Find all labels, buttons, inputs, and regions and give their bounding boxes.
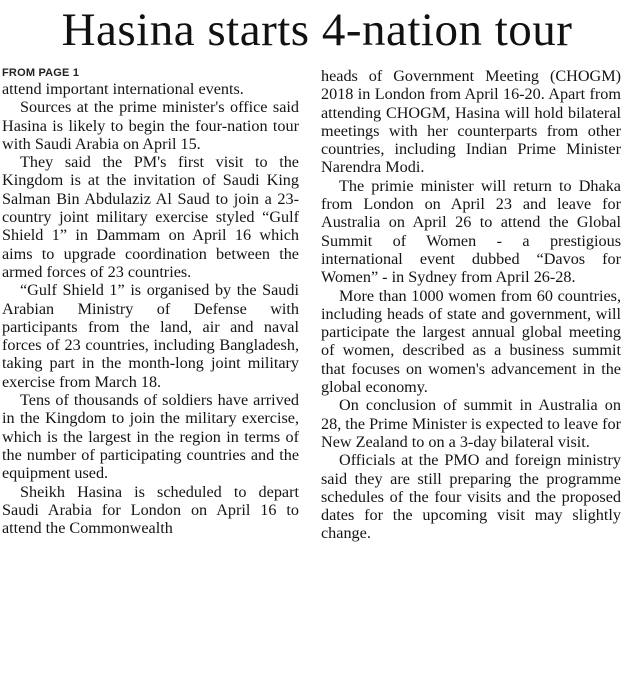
dateline: FROM PAGE 1 [2, 67, 80, 79]
paragraph: heads of Government Meeting (CHOGM) 2018 in London from April 16-20. Apart from attending CHOGM, Hasina will hold bilateral meetings with her counterparts from other countries, including Indian Prime Minister Narendra Modi. [321, 67, 621, 177]
paragraph: Sheikh Hasina is scheduled to depart Saudi Arabia for London on April 16 to attend the Commonwealth [2, 482, 299, 538]
paragraph: Tens of thousands of soldiers have arrived in the Kingdom to join the military exercise, which is the largest in the region in terms of the number of participating countries and the equipment used. [2, 391, 299, 483]
right-column [321, 67, 621, 543]
paragraph: The primie minister will return to Dhaka from London on April 23 and leave for Australia on April 26 to attend the Global Summit of Women - a prestigious international event dubbed “Davos for Women” - in Sydney from April 26-28. [321, 176, 621, 287]
paragraph: They said the PM's first visit to the Kingdom is at the invitation of Saudi King Salman Bin Abdulaziz Al Saud to join a 23-country joint military exercise styled “Gulf Shield 1” in Dammam on April 16 which aims to upgrade coordination between the armed forces of 23 countries. [2, 153, 299, 281]
paragraph: Sources at the prime minister's office said Hasina is likely to begin the four-nation tour with Saudi Arabia on April 15. [2, 98, 299, 153]
left-column [2, 67, 299, 537]
paragraph: attend important international events. [2, 80, 244, 98]
paragraph: Officials at the PMO and foreign ministry said they are still preparing the programme schedules of the four visits and the proposed dates for the upcoming visit may slightly change. [321, 451, 621, 543]
paragraph: “Gulf Shield 1” is organised by the Saudi Arabian Ministry of Defense with participants from the land, air and naval forces of 23 countries, including Bangladesh, taking part in the month-long joint military exercise from March 18. [2, 281, 299, 391]
headline: Hasina starts 4-nation tour [61, 4, 573, 56]
paragraph: More than 1000 women from 60 countries, including heads of state and government, will participate the largest annual global meeting of women, described as a business summit that focuses on women's advancement in the global economy. [321, 286, 621, 397]
paragraph: On conclusion of summit in Australia on 28, the Prime Minister is expected to leave for New Zealand to on a 3-day bilateral visit. [321, 396, 621, 451]
